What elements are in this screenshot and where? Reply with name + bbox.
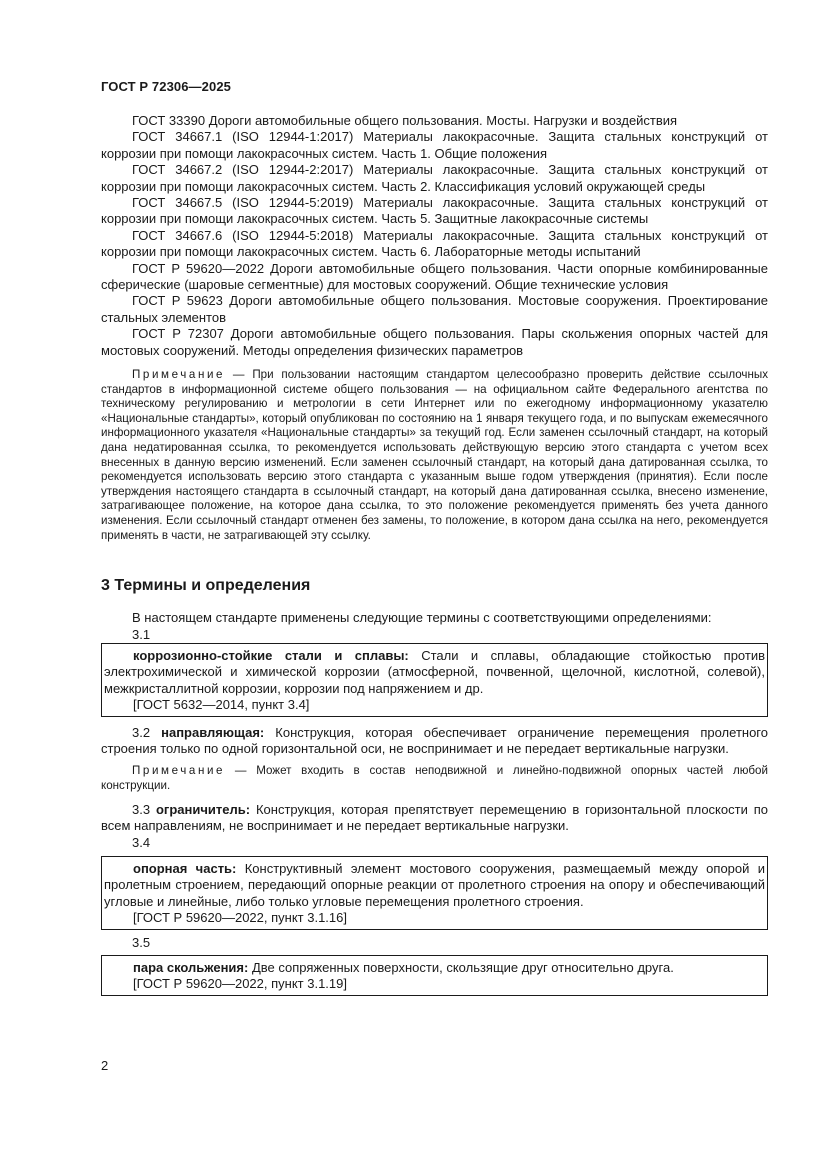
term-source: [ГОСТ 5632—2014, пункт 3.4] (133, 697, 310, 713)
note-dash: — (225, 368, 253, 382)
term-name: направляющая: (161, 724, 265, 740)
term-source: [ГОСТ Р 59620—2022, пункт 3.1.16] (133, 910, 347, 926)
term-definition (104, 861, 765, 910)
term-text: Конструкция, которая обеспечивает ограничение перемещения пролетного строения только по одной горизонтальной оси, не воспринимает и не передает вертикальные нагрузки. (101, 724, 768, 757)
page-number: 2 (101, 1058, 109, 1073)
reference-item: ГОСТ Р 59620—2022 Дороги автомобильные общего пользования. Части опорные комбинированные сферические (шаровые сегментные) для мостовых сооружений. Общие технические условия (101, 260, 768, 293)
note-label: Примечание (132, 764, 226, 778)
term-text: Стали и сплавы, обладающие стойкостью против электрохимической и химической коррозии (атмосферной, почвенной, щелочной, кислотной, солевой), межкристаллитной коррозии, коррозии под напряжением и др. (104, 648, 765, 696)
note-text: Может входить в состав неподвижной и линейно-подвижной опорных частей любой конструкции. (101, 764, 768, 793)
reference-item: ГОСТ Р 72307 Дороги автомобильные общего пользования. Пары скольжения опорных частей для мостовых сооружений. Методы определения физических параметров (101, 326, 768, 358)
term-number: 3.1 (132, 626, 151, 642)
term-definition-3-2 (101, 725, 768, 758)
section-intro: В настоящем стандарте применены следующие термины с соответствующими определениями: (132, 610, 712, 626)
term-definition (104, 960, 765, 976)
term-note (101, 764, 768, 793)
term-text: Конструкция, которая препятствует перемещению в горизонтальной плоскости по всем направлениям, не воспринимает и не передает вертикальные нагрузки. (101, 801, 768, 834)
reference-item: ГОСТ 34667.6 (ISO 12944-5:2018) Материалы лакокрасочные. Защита стальных конструкций от коррозии при помощи лакокрасочных систем. Часть 6. Лабораторные методы испытаний (101, 227, 768, 260)
reference-item: ГОСТ Р 59623 Дороги автомобильные общего пользования. Мостовые сооружения. Проектирование стальных элементов (101, 293, 768, 325)
term-text: Две сопряженных поверхности, скользящие друг относительно друга. (248, 959, 674, 975)
note-label: Примечание (132, 368, 226, 382)
running-header: ГОСТ Р 72306—2025 (101, 79, 231, 94)
term-name: опорная часть: (133, 860, 237, 876)
reference-item: ГОСТ 34667.1 (ISO 12944-1:2017) Материалы лакокрасочные. Защита стальных конструкций от коррозии при помощи лакокрасочных систем. Часть 1. Общие положения (101, 129, 768, 161)
term-box-3-1 (101, 643, 768, 717)
references-note (101, 368, 768, 543)
reference-item: ГОСТ 34667.2 (ISO 12944-2:2017) Материалы лакокрасочные. Защита стальных конструкций от коррозии при помощи лакокрасочных систем. Часть 2. Классификация условий окружающей среды (101, 162, 768, 194)
term-name: ограничитель: (155, 801, 251, 817)
reference-item: ГОСТ 34667.5 (ISO 12944-5:2019) Материалы лакокрасочные. Защита стальных конструкций от коррозии при помощи лакокрасочных систем. Часть 5. Защитные лакокрасочные системы (101, 195, 768, 227)
term-box-3-4 (101, 856, 768, 930)
term-number: 3.3 (132, 801, 151, 817)
term-source: [ГОСТ Р 59620—2022, пункт 3.1.19] (133, 976, 347, 992)
reference-item: ГОСТ 33390 Дороги автомобильные общего пользования. Мосты. Нагрузки и воздействия (132, 113, 678, 128)
page-content (101, 113, 768, 996)
term-name: пара скольжения: (133, 959, 249, 975)
note-dash: — (225, 764, 257, 778)
term-number: 3.4 (132, 835, 151, 851)
term-definition (104, 648, 765, 697)
note-text: При пользовании настоящим стандартом целесообразно проверить действие ссылочных стандартов в информационной системе общего пользования — на официальном сайте Федерального агентства по техническому регулированию и метрологии в сети Интернет или по ежегодному информационному указателю «Национальные стандарты», который опубликован по состоянию на 1 января текущего года, и по выпускам ежемесячного информационного указателя «Национальные стандарты» за текущий год. Если заменен ссылочный стандарт, на который дана недатированная ссылка, то рекомендуется использовать действующую версию этого стандарта с учетом всех внесенных в данную версию изменений. Если заменен ссылочный стандарт, на который дана датированная ссылка, то рекомендуется использовать версию этого стандарта с указанным выше годом утверждения (принятия). Если после утверждения настоящего стандарта в ссылочный стандарт, на который дана датированная ссылка, внесено изменение, затрагивающее положение, на которое дана ссылка, то это положение рекомендуется применять без учета данного изменения. Если ссылочный стандарт отменен без замены, то положение, в котором дана ссылка на него, рекомендуется применять в части, не затрагивающей эту ссылку. (101, 368, 768, 542)
term-definition-3-3 (101, 802, 768, 835)
term-text: Конструктивный элемент мостового сооружения, размещаемый между опорой и пролетным строением, передающий опорные реакции от пролетного строения на опору и обеспечивающий угловые и линейные, либо только угловые перемещения пролетного строения. (104, 860, 765, 909)
term-name: коррозионно-стойкие стали и сплавы: (133, 648, 409, 664)
section-title: 3 Термины и определения (101, 577, 311, 595)
normative-references-list (101, 113, 768, 359)
term-number: 3.5 (132, 934, 151, 950)
term-box-3-5 (101, 955, 768, 996)
term-number: 3.2 (132, 724, 151, 740)
